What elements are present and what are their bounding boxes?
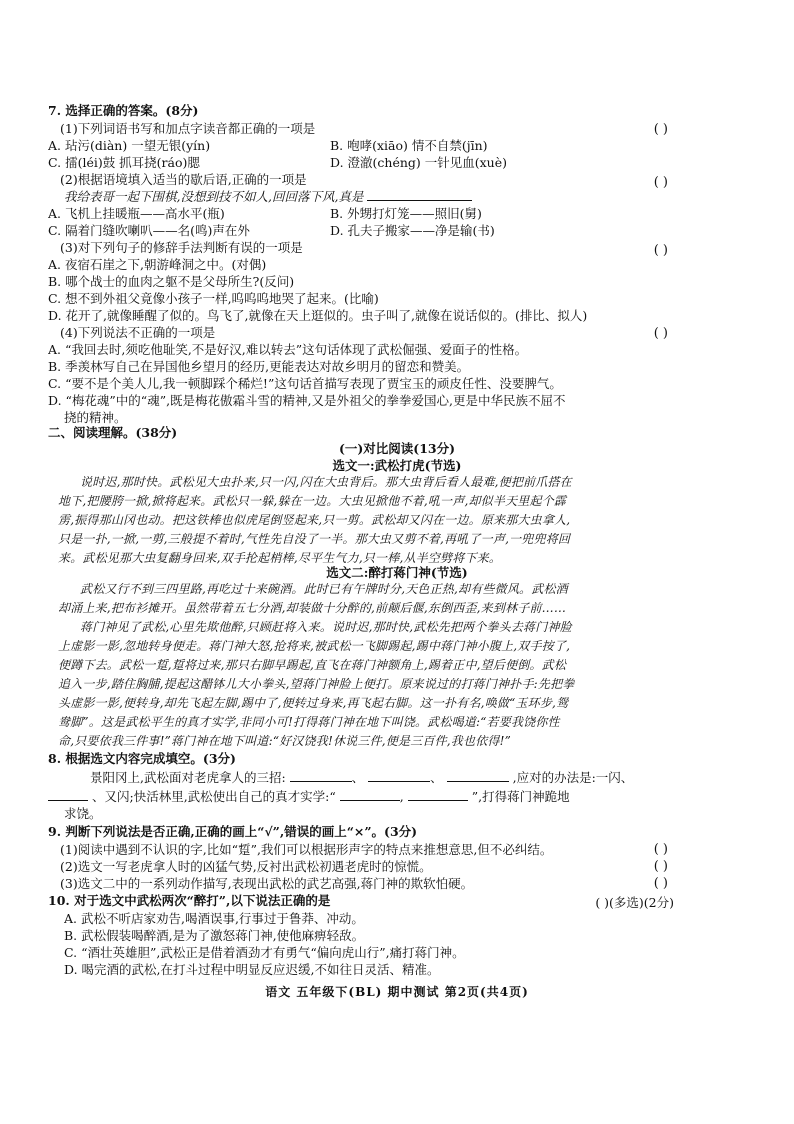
text2-line: 命,只要依我三件事!”蒋门神在地下叫道:“好汉饶我!休说三件,便是三百件,我也依得!” (58, 734, 511, 748)
q7-2-option-d: D. 孔夫子搬家——净是输(书) (330, 223, 495, 238)
section2-title: 二、阅读理解。(38分) (48, 425, 178, 440)
text2-line: 上虚影一影,忽地转身便走。蒋门神大怒,抢将来,被武松一飞脚踢起,踢中蒋门神小腹上,双手按了, (58, 639, 571, 653)
page-footer: 语文 五年级下(BL) 期中测试 第2页(共4页) (265, 985, 529, 999)
text2-line: 武松又行不到三四里路,再吃过十来碗酒。此时已有午牌时分,天色正热,却有些微风。武松酒 (80, 582, 568, 596)
q7-4-option-d: D. “梅花魂”中的“魂”,既是梅花傲霜斗雪的精神,又是外祖父的拳拳爱国心,更是中华民族不屈不 (48, 393, 566, 408)
q10-option-a: A. 武松不听店家劝告,喝酒误事,行事过于鲁莽、冲动。 (64, 911, 364, 926)
q10-option-b: B. 武松假装喝醉酒,是为了激怒蒋门神,使他麻痹轻敌。 (64, 928, 365, 943)
q7-2-option-a: A. 飞机上挂暖瓶——高水平(瓶) (48, 206, 225, 221)
q7-1-option-d: D. 澄澈(chéng) 一针见血(xuè) (330, 155, 508, 170)
q8-title: 8. 根据选文内容完成填空。(3分) (48, 751, 236, 766)
text1-line: 雳,振得那山冈也动。把这铁棒也似虎尾倒竖起来,只一剪。武松却又闪在一边。原来那大虫拿人, (58, 513, 571, 527)
q7-2-stem: (2)根据语境填入适当的歇后语,正确的一项是 (60, 172, 307, 187)
q8-line1-tail: ,应对的办法是:一闪、 (512, 770, 634, 785)
q10-title: 10. 对于选文中武松两次“醉打”,以下说法正确的是 (48, 893, 331, 908)
text2-line: 头虚影一影,便转身,却先飞起左脚,踢中了,便转过身来,再飞起右脚。这一扑有名,唤做“玉环步,鸳 (58, 696, 569, 710)
q8-blank-1[interactable] (290, 769, 352, 782)
q9-title: 9. 判断下列说法是否正确,正确的画上“√”,错误的画上“×”。(3分) (48, 824, 418, 839)
text2-line: 蒋门神见了武松,心里先欺他醉,只顾赶将入来。说时迟,那时快,武松先把两个拳头去蒋门神脸 (80, 620, 572, 634)
text1-line: 说时迟,那时快。武松见大虫扑来,只一闪,闪在大虫背后。那大虫背后看人最难,便把前爪搭在 (80, 475, 572, 489)
text1-title: 选文一:武松打虎(节选) (332, 458, 462, 473)
text2-title: 选文二:醉打蒋门神(节选) (326, 565, 468, 580)
q7-1-stem: (1)下列词语书写和加点字读音都正确的一项是 (60, 121, 316, 136)
q7-2-context-text: 我给表哥一起下围棋,没想到技不如人,回回落下风,真是 (64, 189, 364, 204)
q9-answer-paren-2[interactable]: ( ) (653, 859, 668, 874)
q7-3-stem: (3)对下列句子的修辞手法判断有误的一项是 (60, 240, 303, 255)
q7-2-option-b: B. 外甥打灯笼——照旧(舅) (330, 206, 482, 221)
q8-blank-3[interactable] (447, 769, 509, 782)
q7-title: 7. 选择正确的答案。(8分) (48, 103, 199, 118)
q7-3-answer-paren[interactable]: ( ) (653, 243, 668, 258)
q7-1-option-a: A. 玷污(diàn) 一望无银(yín) (48, 138, 211, 153)
q7-2-answer-paren[interactable]: ( ) (653, 175, 668, 190)
text2-line: 便蹲下去。武松一踅,踅将过来,那只右脚早踢起,直飞在蒋门神额角上,踢着正中,望后便倒。武松 (58, 658, 567, 672)
text2-line: 鸯脚”。这是武松平生的真才实学,非同小可!打得蒋门神在地下叫饶。武松喝道:“若要我饶你性 (58, 715, 560, 729)
q7-4-option-b: B. 季羡林写自己在异国他乡望月的经历,更能表达对故乡明月的留恋和赞美。 (48, 359, 470, 374)
q9-answer-paren-3[interactable]: ( ) (653, 876, 668, 891)
q7-4-option-c: C. “要不是个美人儿,我一顿脚踩个稀烂!”这句话首描写表现了贾宝玉的顽皮任性、没要脾气。 (48, 376, 562, 391)
q7-4-option-a: A. “我回去时,须吃他耻笑,不是好汉,难以转去”这句话体现了武松倔强、爱面子的性格。 (48, 342, 528, 357)
q8-line3: 求饶。 (64, 806, 102, 821)
q9-statement-2: (2)选文一写老虎拿人时的凶猛气势,反衬出武松初遇老虎时的惊慌。 (60, 859, 432, 874)
text2-line: 却涌上来,把布衫摊开。虽然带着五七分酒,却装做十分醉的,前颠后偃,东倒西歪,来到林子前…… (58, 601, 567, 615)
q7-1-option-b: B. 咆哮(xiāo) 情不自禁(jīn) (330, 138, 488, 153)
q8-line1: 景阳冈上,武松面对老虎拿人的三招: 、 、 ,应对的办法是:一闪、 (90, 770, 634, 785)
q8-line2-text: 、又闪;快活林里,武松使出自己的真才实学:“ (91, 789, 336, 804)
q8-blank-2[interactable] (368, 769, 430, 782)
q10-option-c: C. “酒壮英雄胆”,武松正是借着酒劲才有勇气“偏向虎山行”,痛打蒋门神。 (64, 945, 465, 960)
part1-title: (一)对比阅读(13分) (338, 441, 456, 456)
q8-line2: 、又闪;快活林里,武松使出自己的真才实学:“ , ”,打得蒋门神跪地 (48, 788, 702, 805)
q7-4-answer-paren[interactable]: ( ) (653, 326, 668, 341)
text1-line: 地下,把腰胯一掀,掀将起来。武松只一躲,躲在一边。大虫见掀他不着,吼一声,却似半天里起个霹 (58, 494, 567, 508)
q9-statement-3: (3)选文二中的一系列动作描写,表现出武松的武艺高强,蒋门神的欺软怕硬。 (60, 876, 474, 891)
q8-line1-text: 景阳冈上,武松面对老虎拿人的三招: (90, 770, 286, 785)
text1-line: 来。武松见那大虫复翻身回来,双手抡起梢棒,尽平生气力,只一棒,从半空劈将下来。 (58, 551, 502, 565)
q8-line2-tail: ”,打得蒋门神跪地 (471, 789, 570, 804)
text1-line: 只是一扑,一掀,一剪,三般提不着时,气性先自没了一半。那大虫又剪不着,再吼了一声,一兜兜将回 (58, 532, 571, 546)
q7-3-option-b: B. 哪个战士的血肉之躯不是父母所生?(反问) (48, 274, 295, 289)
q7-3-option-a: A. 夜宿石崖之下,朝游峰洞之中。(对偶) (48, 257, 267, 272)
q7-2-context-line (64, 188, 676, 205)
q7-2-option-c: C. 隔着门缝吹喇叭——名(鸣)声在外 (48, 223, 250, 238)
q7-3-option-d: D. 花开了,就像睡醒了似的。鸟飞了,就像在天上逛似的。虫子叫了,就像在说话似的。(排比、拟人) (48, 308, 588, 323)
q7-1-option-c: C. 擂(léi)鼓 抓耳挠(ráo)腮 (48, 155, 200, 170)
q8-blank-6[interactable] (408, 788, 468, 801)
q10-answer-paren[interactable]: ( )(多选)(2分) (595, 895, 674, 910)
q9-statement-1: (1)阅读中遇到不认识的字,比如“踅”,我们可以根据形声字的特点来推想意思,但不必纠结。 (60, 842, 553, 857)
text2-line: 追入一步,踏住胸脯,提起这醋钵儿大小拳头,望蒋门神脸上便打。原来说过的打蒋门神扑手:先把拳 (58, 677, 575, 691)
q7-2-fill-blank[interactable] (367, 188, 472, 201)
q10-option-d: D. 喝完酒的武松,在打斗过程中明显反应迟缓,不如往日灵活、精准。 (64, 962, 440, 977)
q8-blank-4[interactable] (48, 788, 88, 801)
q7-4-option-d-cont: 挠的精神。 (64, 410, 127, 425)
q7-4-stem: (4)下列说法不正确的一项是 (60, 325, 216, 340)
q9-answer-paren-1[interactable]: ( ) (653, 842, 668, 857)
q7-1-answer-paren[interactable]: ( ) (653, 122, 668, 137)
q8-blank-5[interactable] (340, 788, 400, 801)
q7-3-option-c: C. 想不到外祖父竟像小孩子一样,呜呜呜地哭了起来。(比喻) (48, 291, 379, 306)
